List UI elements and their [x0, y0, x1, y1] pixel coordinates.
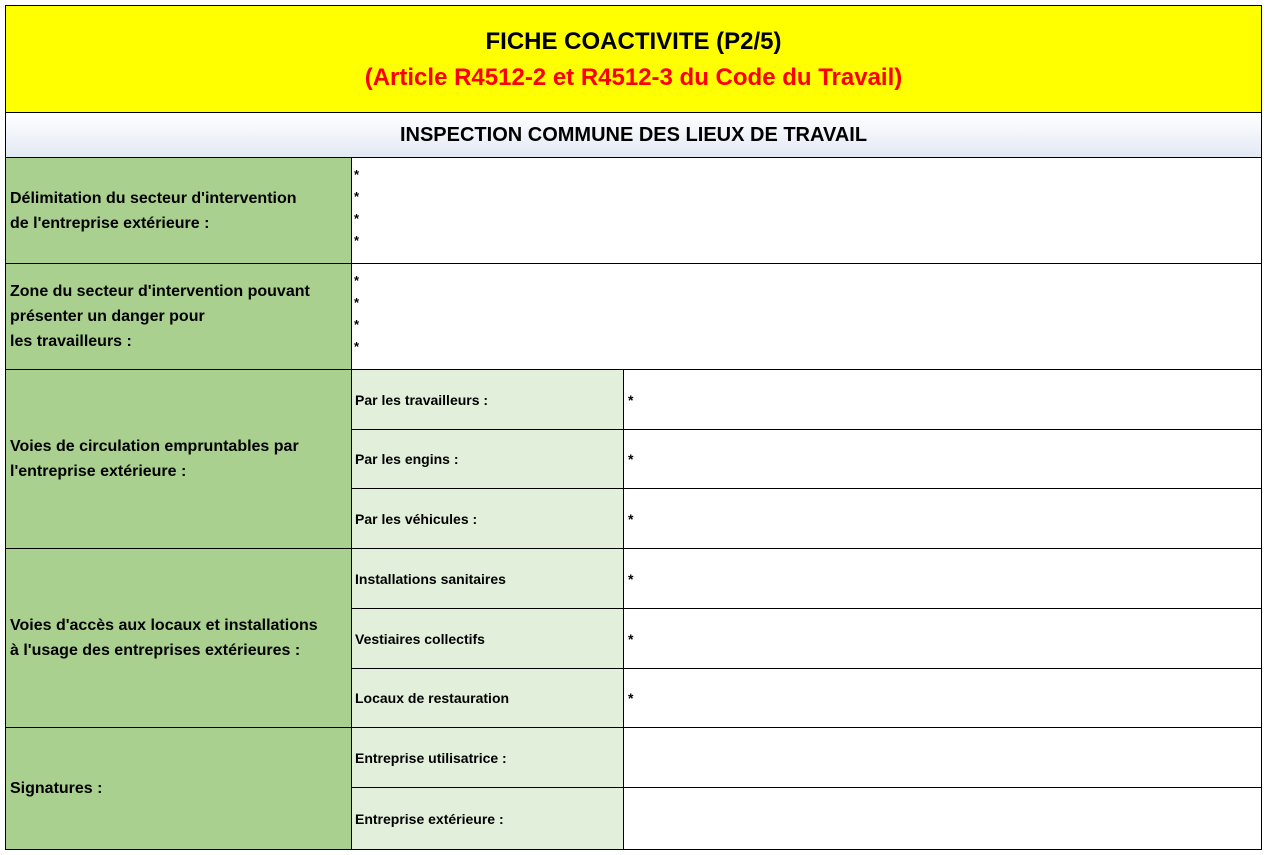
sanitaires-label-cell [351, 548, 624, 609]
voies-circulation-label: Voies de circulation empruntables par l'entreprise extérieure : [10, 438, 299, 480]
sheet-title: FICHE COACTIVITE (P2/5) [485, 28, 782, 55]
engins-label: Par les engins : [355, 451, 459, 467]
restauration-value: * [628, 690, 634, 706]
entreprise-utilisatrice-label: Entreprise utilisatrice : [355, 749, 507, 766]
bullet: * [354, 211, 360, 226]
restauration-label-cell [351, 668, 624, 728]
entreprise-exterieure-label: Entreprise extérieure : [355, 810, 504, 827]
vestiaires-value: * [628, 630, 634, 647]
vestiaires-label: Vestiaires collectifs [355, 630, 485, 647]
entreprise-exterieure-label-cell [351, 787, 624, 850]
signatures-label: Signatures : [10, 780, 103, 797]
vestiaires-input-cell[interactable] [623, 608, 1262, 669]
restauration-label: Locaux de restauration [355, 690, 510, 706]
engins-value: * [628, 451, 634, 467]
zone-label-cell [5, 263, 352, 370]
bullet: * [354, 167, 360, 182]
restauration-input-cell[interactable] [623, 668, 1262, 728]
zone-label: Zone du secteur d'intervention pouvant présenter un danger pour les travailleurs : [10, 283, 310, 350]
vehicules-label: Par les véhicules : [355, 510, 478, 527]
delimitation-label: Délimitation du secteur d'intervention de l'entreprise extérieure : [10, 189, 297, 232]
engins-label-cell [351, 429, 624, 489]
bullet: * [354, 189, 360, 204]
vestiaires-label-cell [351, 608, 624, 669]
bullet: * [354, 295, 360, 310]
entreprise-utilisatrice-signature-field[interactable] [623, 727, 1262, 788]
engins-input-cell[interactable] [623, 429, 1262, 489]
entreprise-exterieure-signature-field[interactable] [623, 787, 1262, 850]
sanitaires-label: Installations sanitaires [355, 570, 506, 587]
voies-acces-label-cell [5, 548, 352, 728]
vehicules-input-cell[interactable] [623, 488, 1262, 549]
bullet: * [354, 233, 360, 248]
bullet: * [354, 273, 360, 288]
bullet: * [354, 339, 360, 354]
section-title: INSPECTION COMMUNE DES LIEUX DE TRAVAIL [5, 112, 1262, 158]
sheet-header [5, 5, 1262, 113]
coactivity-sheet [5, 5, 1262, 850]
sheet-subtitle: (Article R4512-2 et R4512-3 du Code du Travail) [364, 64, 903, 91]
entreprise-utilisatrice-label-cell [351, 727, 624, 788]
signatures-label-cell [5, 727, 352, 850]
delimitation-input-cell[interactable] [351, 157, 1262, 264]
vehicules-value: * [628, 510, 634, 527]
bullet: * [354, 317, 360, 332]
voies-circulation-label-cell [5, 369, 352, 549]
sanitaires-input-cell[interactable] [623, 548, 1262, 609]
sanitaires-value: * [628, 570, 634, 587]
delimitation-label-cell [5, 157, 352, 264]
vehicules-label-cell [351, 488, 624, 549]
travailleurs-label: Par les travailleurs : [355, 391, 489, 408]
zone-input-cell[interactable] [351, 263, 1262, 370]
travailleurs-input-cell[interactable] [623, 369, 1262, 430]
voies-acces-label: Voies d'accès aux locaux et installations à l'usage des entreprises extérieures : [10, 617, 318, 659]
travailleurs-label-cell [351, 369, 624, 430]
travailleurs-value: * [628, 391, 634, 408]
